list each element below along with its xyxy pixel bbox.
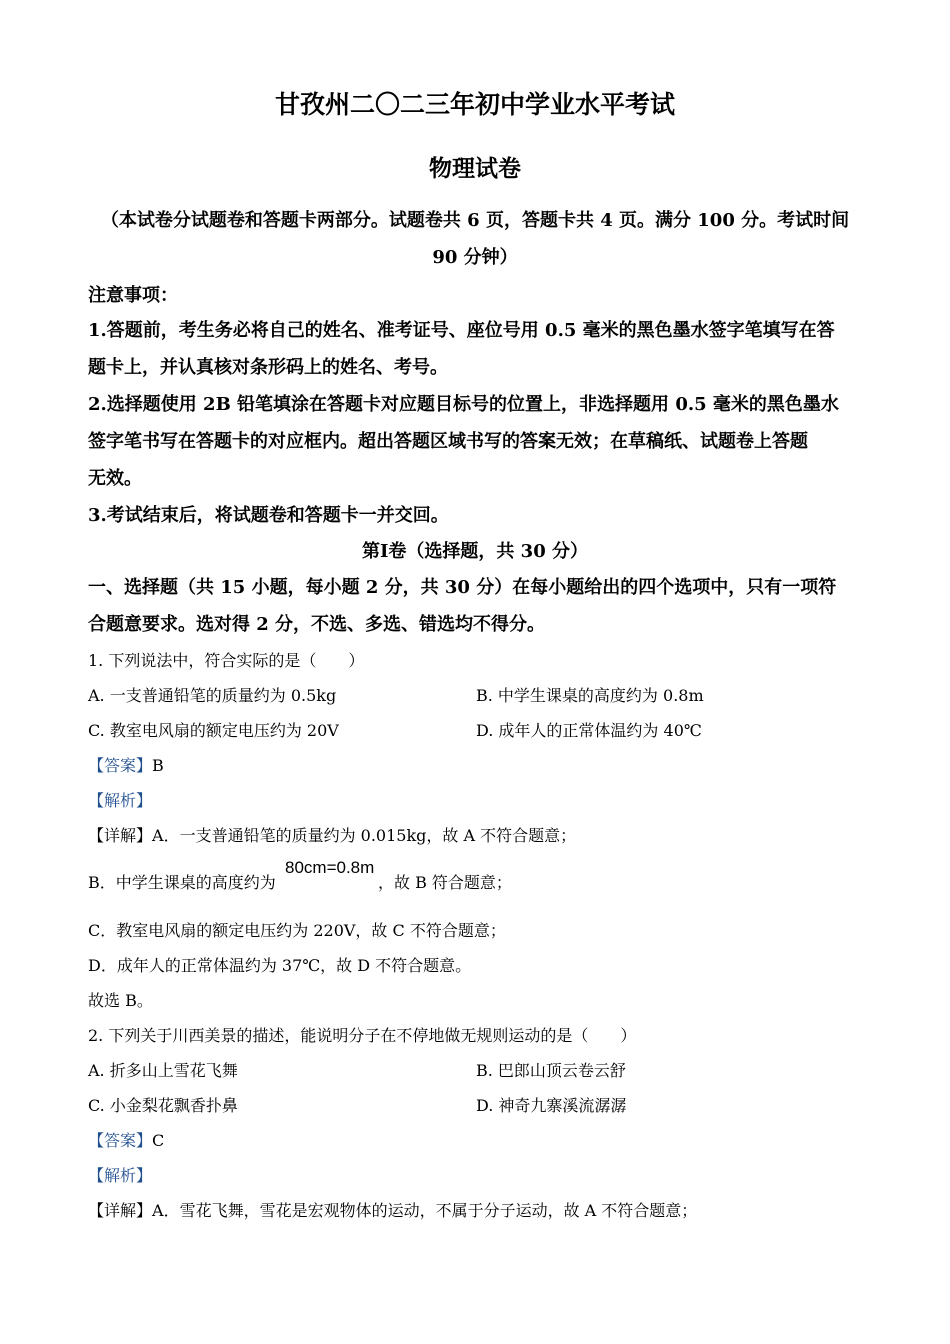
q2-option-a: A. 折多山上雪花飞舞 <box>88 1061 238 1080</box>
q1-stem: 1. 下列说法中，符合实际的是（ ） <box>88 651 365 670</box>
notice-2-line-2: 签字笔书写在答题卡的对应框内。超出答题区域书写的答案无效；在草稿纸、试题卷上答题 <box>88 431 808 452</box>
q1-answer-value: B <box>152 756 164 775</box>
notice-1-line-1: 1.答题前，考生务必将自己的姓名、准考证号、座位号用 0.5 毫米的黑色墨水签字笔填写在答 <box>88 320 835 341</box>
q1-detail-b-formula: 80cm=0.8m <box>285 858 375 877</box>
notice-heading: 注意事项： <box>88 285 178 306</box>
q2-option-c: C. 小金梨花飘香扑鼻 <box>88 1096 238 1115</box>
q1-option-d: D. 成年人的正常体温约为 40℃ <box>476 721 702 740</box>
q2-detail-a-row <box>88 1201 697 1221</box>
q2-detail-a: A．雪花飞舞，雪花是宏观物体的运动，不属于分子运动，故 A 不符合题意； <box>152 1201 698 1220</box>
q1-detail-c: C．教室电风扇的额定电压约为 220V，故 C 不符合题意； <box>88 921 506 940</box>
q1-option-b: B. 中学生课桌的高度约为 0.8m <box>476 686 704 705</box>
q1-option-a: A. 一支普通铅笔的质量约为 0.5kg <box>88 686 337 705</box>
part-heading: 第Ⅰ卷（选择题，共 30 分） <box>361 541 588 562</box>
notice-3: 3.考试结束后，将试题卷和答题卡一并交回。 <box>88 505 449 526</box>
q2-answer-row <box>88 1131 164 1151</box>
exam-subtitle: 物理试卷 <box>429 155 521 182</box>
q2-detail-tag: 【详解】 <box>88 1201 153 1220</box>
q2-stem: 2. 下列关于川西美景的描述，能说明分子在不停地做无规则运动的是（ ） <box>88 1026 637 1045</box>
exam-title: 甘孜州二〇二三年初中学业水平考试 <box>274 90 675 119</box>
notice-1-line-2: 题卡上，并认真核对条形码上的姓名、考号。 <box>88 357 448 378</box>
q1-answer-row <box>88 756 164 776</box>
q2-answer-tag: 【答案】 <box>88 1131 153 1150</box>
q2-option-d: D. 神奇九寨溪流潺潺 <box>476 1096 627 1115</box>
q1-option-c: C. 教室电风扇的额定电压约为 20V <box>88 721 339 740</box>
notice-2-line-1: 2.选择题使用 2B 铅笔填涂在答题卡对应题目标号的位置上，非选择题用 0.5 毫米的黑色墨水 <box>88 394 839 415</box>
q1-answer-tag: 【答案】 <box>88 756 153 775</box>
q2-analysis-tag: 【解析】 <box>88 1166 153 1185</box>
q1-detail-b-pre: B．中学生课桌的高度约为 <box>88 873 276 892</box>
intro-line-2: 90 分钟） <box>432 247 518 268</box>
q1-detail-a: A．一支普通铅笔的质量约为 0.015kg，故 A 不符合题意； <box>152 826 577 845</box>
q1-analysis-tag: 【解析】 <box>88 791 153 810</box>
section-heading-line-2: 合题意要求。选对得 2 分，不选、多选、错选均不得分。 <box>88 614 546 635</box>
q1-detail-tag: 【详解】 <box>88 826 153 845</box>
q1-detail-b-post: ，故 B 符合题意； <box>378 873 512 892</box>
q1-conclusion: 故选 B。 <box>88 991 153 1010</box>
intro-line-1: （本试卷分试题卷和答题卡两部分。试题卷共 6 页，答题卡共 4 页。满分 100 分。考试时间 <box>100 210 850 231</box>
q1-detail-d: D．成年人的正常体温约为 37℃，故 D 不符合题意。 <box>88 956 472 975</box>
q2-answer-value: C <box>152 1131 165 1150</box>
section-heading-line-1: 一、选择题（共 15 小题，每小题 2 分，共 30 分）在每小题给出的四个选项中，只有一项符 <box>88 577 837 598</box>
q2-option-b: B. 巴郎山顶云卷云舒 <box>476 1061 626 1080</box>
notice-2-line-3: 无效。 <box>88 468 142 489</box>
q1-detail-a-row <box>88 826 576 846</box>
